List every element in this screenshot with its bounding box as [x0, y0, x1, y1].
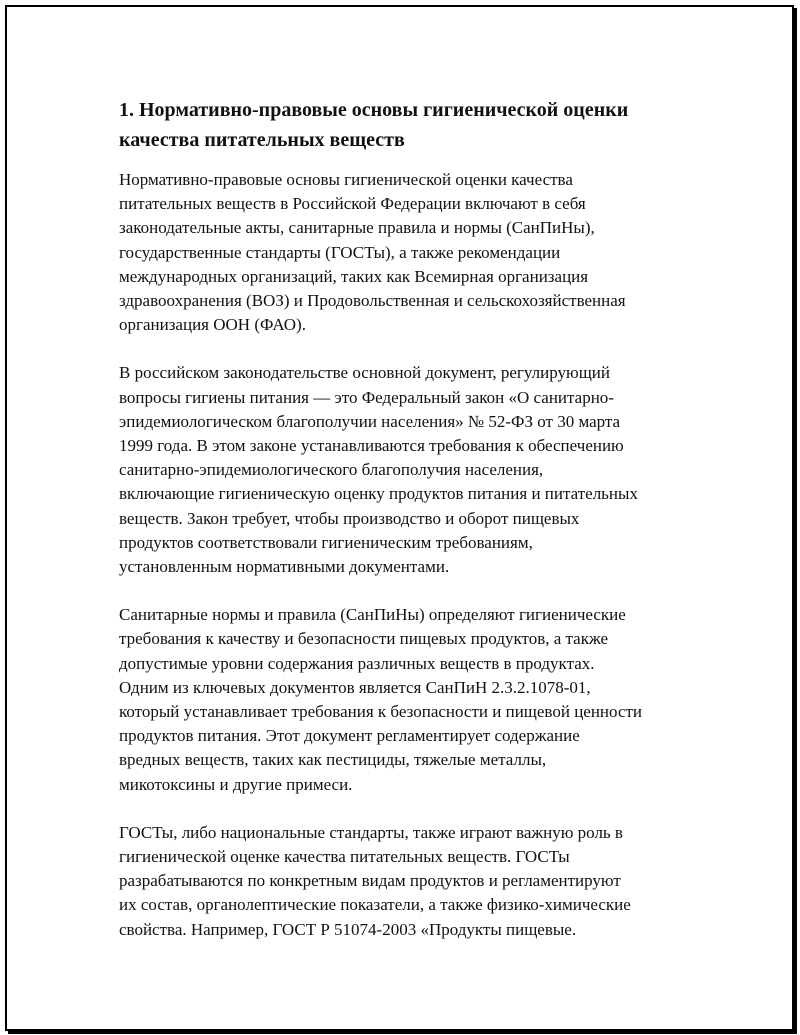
text-line: включающие гигиеническую оценку продуктов питания и питательных: [119, 484, 638, 504]
text-line: эпидемиологическом благополучии населения» № 52-ФЗ от 30 марта: [119, 411, 621, 431]
text-line: питательных веществ в Российской Федерации включают в себя: [119, 194, 586, 214]
text-line: допустимые уровни содержания различных веществ в продуктах.: [119, 653, 595, 673]
document-page: [5, 5, 794, 1031]
text-line: требования к качеству и безопасности пищевых продуктов, а также: [119, 629, 609, 649]
text-line: вопросы гигиены питания — это Федеральный закон «О санитарно-: [119, 387, 614, 407]
text-line: ГОСТы, либо национальные стандарты, также играют важную роль в: [119, 822, 623, 842]
text-line: организация ООН (ФАО).: [119, 315, 306, 335]
text-line: Нормативно-правовые основы гигиенической оценки качества: [119, 170, 573, 189]
text-line: установленным нормативными документами.: [119, 557, 450, 577]
text-line: свойства. Например, ГОСТ Р 51074-2003 «Продукты пищевые.: [119, 919, 577, 939]
text-line: 1999 года. В этом законе устанавливаются требования к обеспечению: [119, 436, 624, 456]
text-line: государственные стандарты (ГОСТы), а также рекомендации: [119, 242, 561, 262]
paragraph-federal-law: [119, 361, 699, 579]
text-line: вредных веществ, таких как пестициды, тяжелые металлы,: [119, 750, 547, 770]
text-line: микотоксины и другие примеси.: [119, 774, 353, 794]
document-body: [119, 95, 699, 966]
text-line: их состав, органолептические показатели, а также физико-химические: [119, 895, 631, 915]
text-line: международных организаций, таких как Всемирная организация: [119, 266, 589, 286]
text-line: продуктов соответствовали гигиеническим требованиям,: [119, 532, 533, 552]
paragraph-gost: [119, 821, 699, 942]
text-line: продуктов питания. Этот документ регламентирует содержание: [119, 726, 580, 746]
text-line: гигиенической оценке качества питательных веществ. ГОСТы: [119, 847, 570, 867]
text-line: Одним из ключевых документов является СанПиН 2.3.2.1078-01,: [119, 677, 591, 697]
text-line: разрабатываются по конкретным видам продуктов и регламентируют: [119, 871, 621, 891]
text-line: законодательные акты, санитарные правила и нормы (СанПиНы),: [119, 218, 595, 238]
section-heading: [119, 95, 699, 155]
paragraph-sanpin: [119, 603, 699, 797]
text-line: веществ. Закон требует, чтобы производство и оборот пищевых: [119, 508, 580, 528]
text-line: санитарно-эпидемиологического благополучия населения,: [119, 460, 544, 480]
text-line: который устанавливает требования к безопасности и пищевой ценности: [119, 702, 643, 722]
heading-line: качества питательных веществ: [119, 129, 405, 151]
text-line: Санитарные нормы и правила (СанПиНы) определяют гигиенические: [119, 605, 626, 625]
text-line: здравоохранения (ВОЗ) и Продовольственная и сельскохозяйственная: [119, 291, 626, 311]
paragraph-legal-framework: [119, 168, 699, 337]
heading-line: 1. Нормативно-правовые основы гигиенической оценки: [119, 99, 629, 121]
text-line: В российском законодательстве основной документ, регулирующий: [119, 363, 610, 383]
